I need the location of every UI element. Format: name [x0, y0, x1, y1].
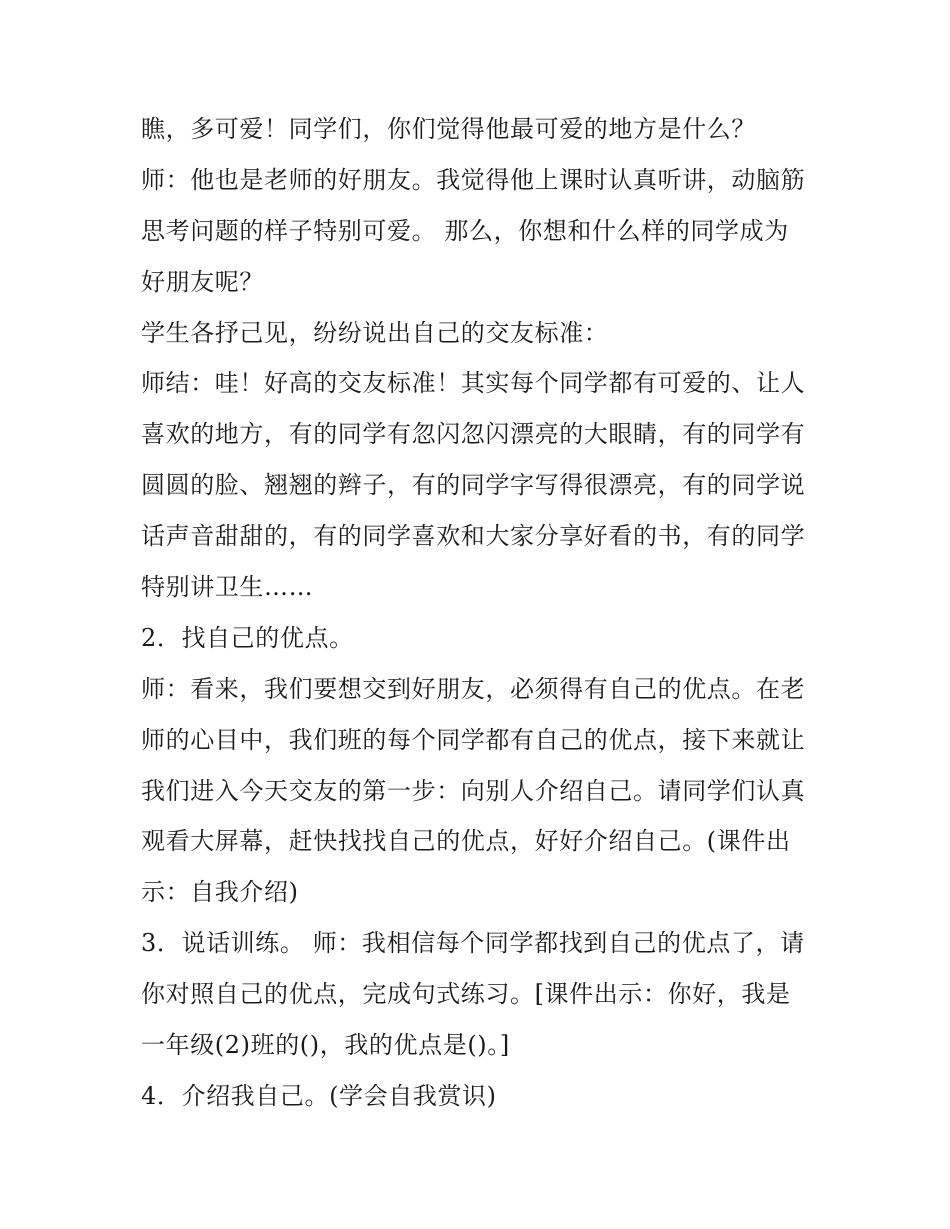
- text-line: 喜欢的地方，有的同学有忽闪忽闪漂亮的大眼睛，有的同学有: [141, 420, 806, 449]
- section-heading: 3．说话训练。 师：我相信每个同学都找到自己的优点了，请: [141, 929, 805, 958]
- text-line: 瞧，多可爱！同学们，你们觉得他最可爱的地方是什么？: [141, 115, 756, 143]
- text-line: 思考问题的样子特别可爱。 那么，你想和什么样的同学成为: [141, 216, 789, 245]
- text-line: 师：他也是老师的好朋友。我觉得他上课时认真听讲，动脑筋: [141, 165, 806, 194]
- text-line: 师的心目中，我们班的每个同学都有自己的优点，接下来就让: [141, 725, 806, 754]
- text-line: 师：看来，我们要想交到好朋友，必须得有自己的优点。在老: [141, 674, 806, 703]
- text-line: 学生各抒己见，纷纷说出自己的交友标准：: [141, 318, 609, 347]
- text-line: 观看大屏幕，赶快找找自己的优点，好好介绍自己。(课件出: [141, 827, 791, 856]
- text-line: 话声音甜甜的，有的同学喜欢和大家分享好看的书，有的同学: [141, 522, 806, 551]
- document-body: [141, 104, 821, 1122]
- text-line: 圆圆的脸、翘翘的辫子，有的同学字写得很漂亮，有的同学说: [141, 471, 806, 500]
- text-line: 示：自我介绍): [141, 878, 299, 907]
- section-heading: 2．找自己的优点。: [141, 623, 354, 652]
- text-line: 我们进入今天交友的第一步：向别人介绍自己。请同学们认真: [141, 776, 806, 805]
- text-line: 师结：哇！好高的交友标准！其实每个同学都有可爱的、让人: [141, 369, 806, 398]
- text-line: 你对照自己的优点，完成句式练习。[课件出示：你好，我是: [141, 980, 791, 1009]
- text-line: 好朋友呢？: [141, 267, 264, 296]
- text-line: 特别讲卫生……: [141, 573, 314, 602]
- text-line: 一年级(2)班的()，我的优点是()。]: [141, 1031, 510, 1060]
- section-heading: 4．介绍我自己。(学会自我赏识): [141, 1081, 497, 1110]
